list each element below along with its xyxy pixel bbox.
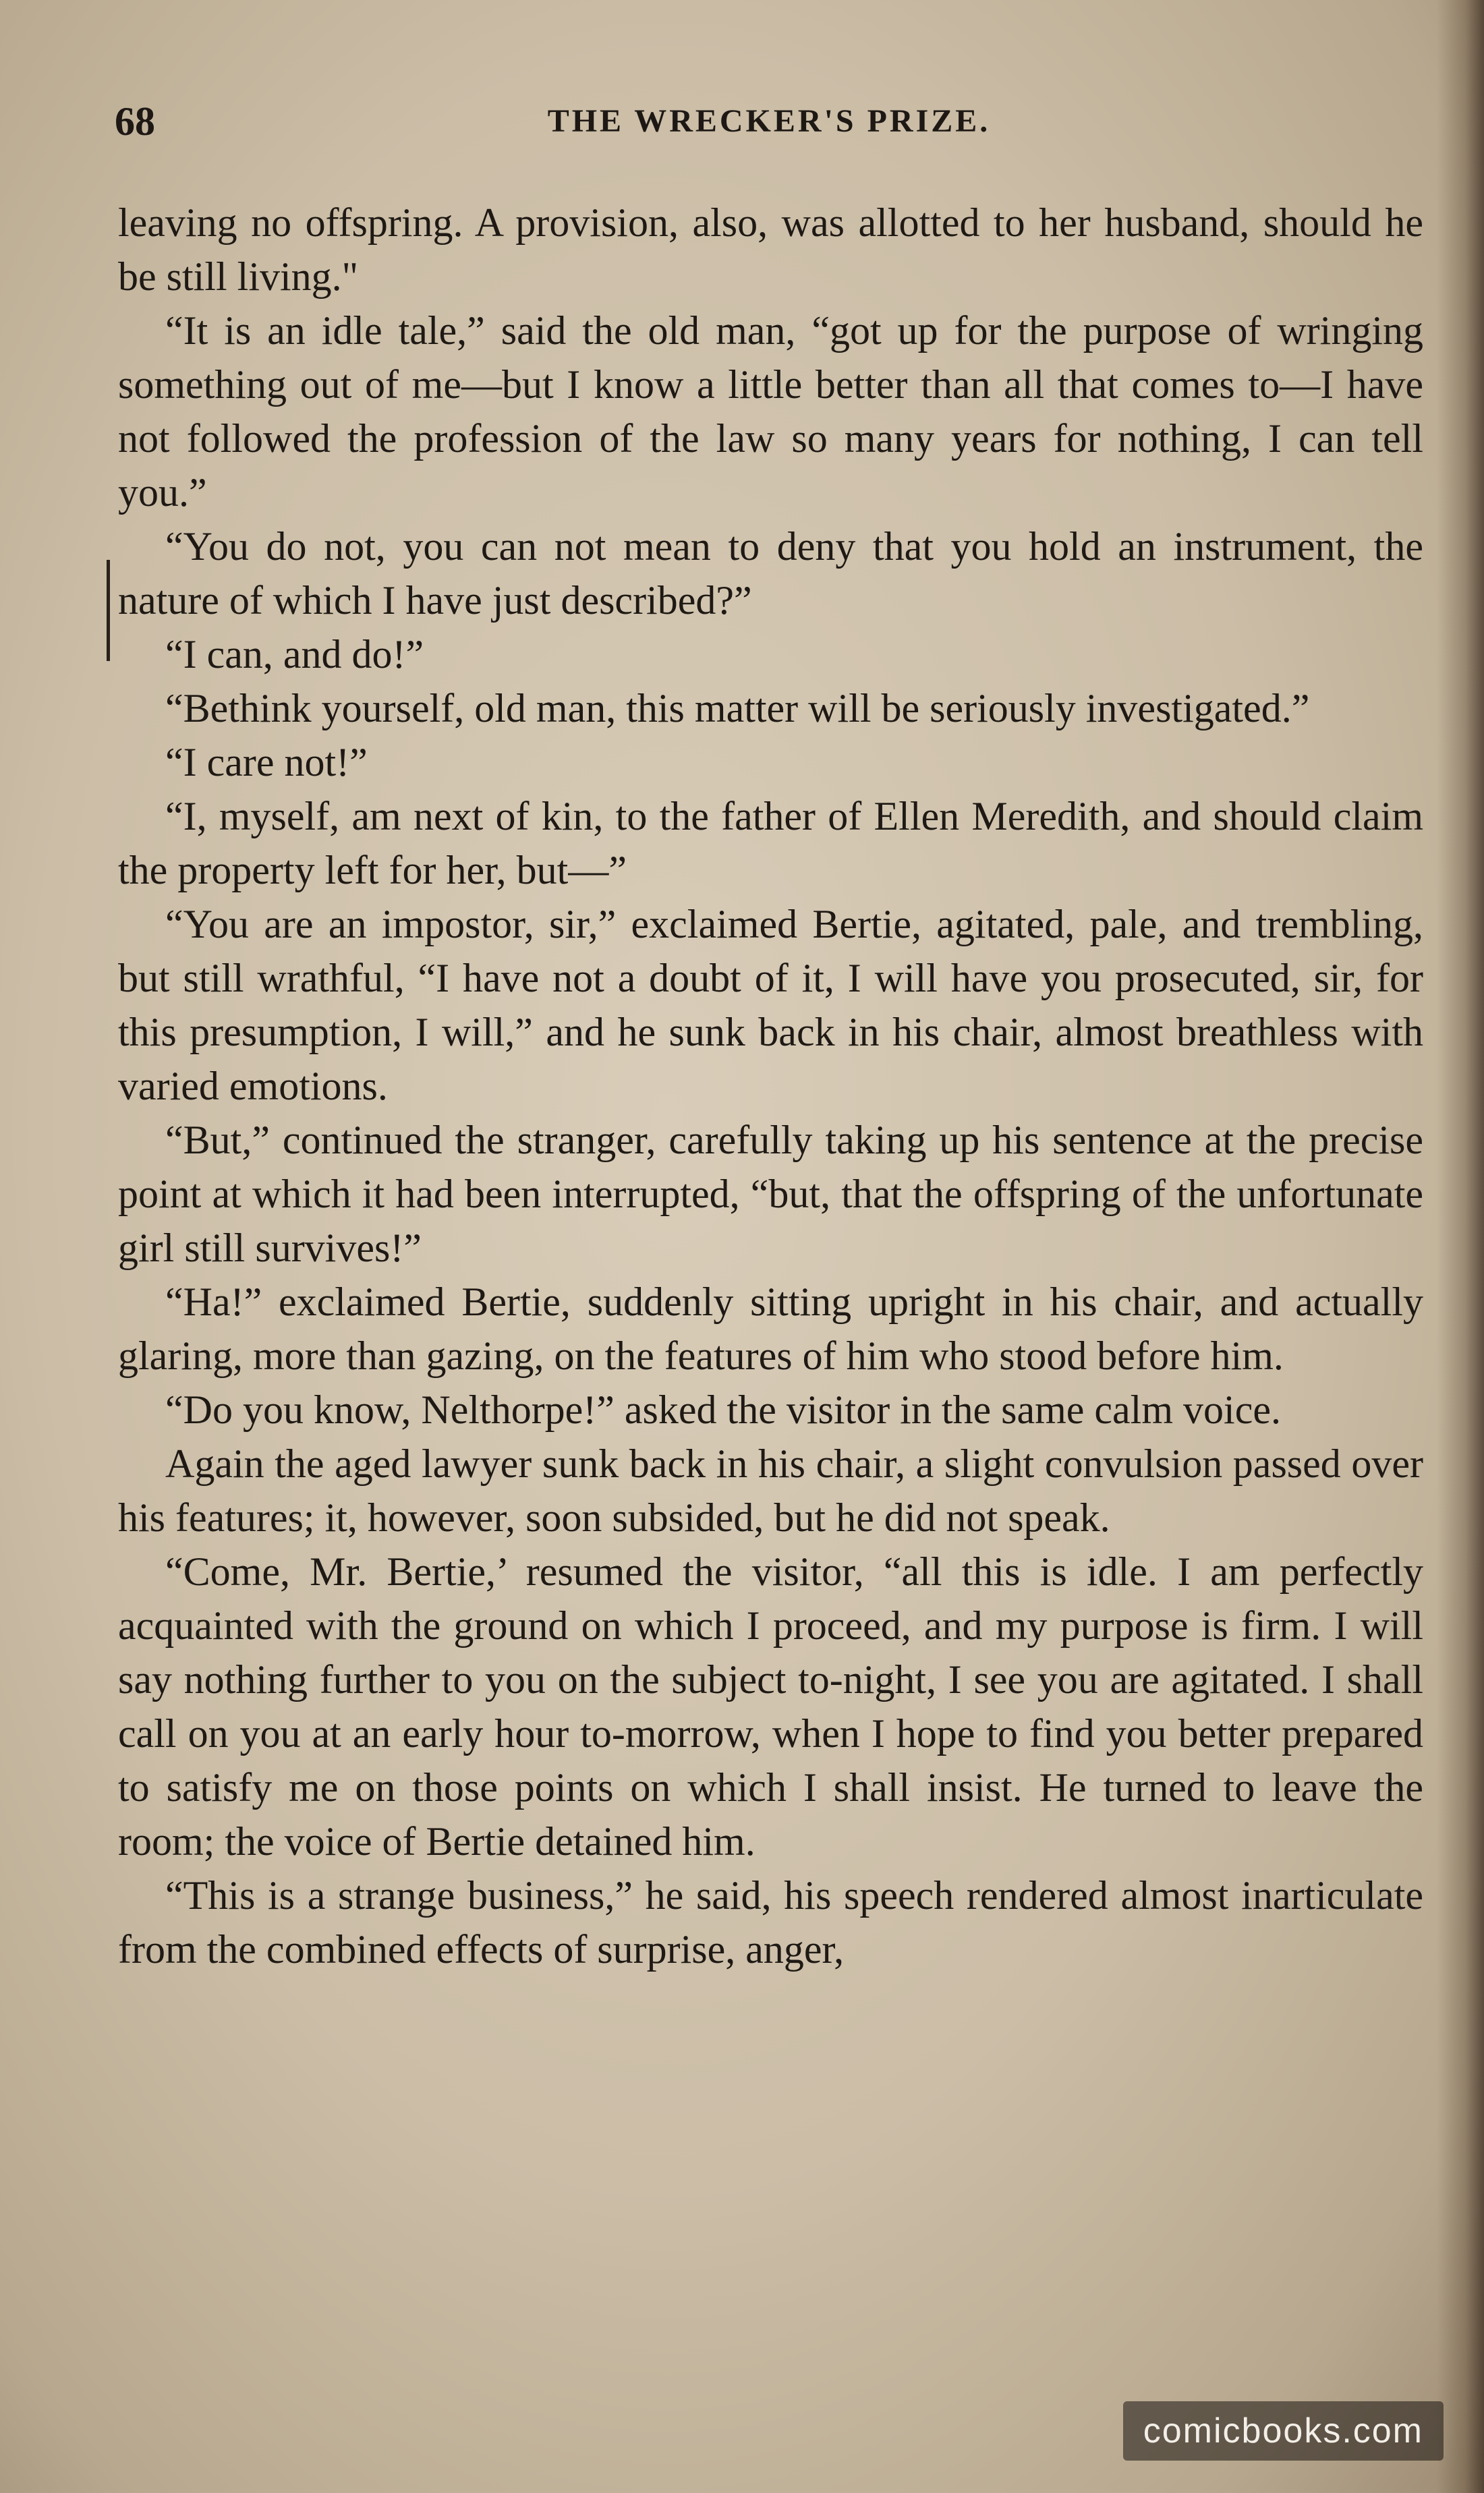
paragraph: “I can, and do!” [165, 632, 424, 677]
paragraph: “But,” continued the stranger, carefully taking up his sentence at the precise point at which it had been interrupted, “but, that the offspring of the unfortunate girl still survives!” [118, 1118, 1423, 1270]
paragraph: “Ha!” exclaimed Bertie, suddenly sitting upright in his chair, and actually glaring, more than gazing, on the features of him who stood before him. [118, 1280, 1423, 1378]
paragraph: “Come, Mr. Bertie,’ resumed the visitor, “all this is idle. I am perfectly acquainted with the ground on which I proceed, and my purpose is firm. I will say nothing further to you on the subject to-night, I see you are agitated. I shall call on you at an early hour to-morrow, when I hope to find you better prepared to satisfy me on those points on which I shall insist. He turned to leave the room; the voice of Bertie detained him. [118, 1549, 1423, 1864]
margin-pencil-mark [107, 560, 110, 661]
paragraph: “It is an idle tale,” said the old man, “got up for the purpose of wringing something out of me—but I know a little better than all that comes to—I have not followed the profession of the law so many years for nothing, I can tell you.” [118, 308, 1423, 515]
paragraph: “Bethink yourself, old man, this matter will be seriously investigated.” [165, 686, 1310, 730]
watermark: comicbooks.com [1123, 2401, 1444, 2461]
paragraph: “I, myself, am next of kin, to the father of Ellen Meredith, and should claim the property left for her, but—” [118, 794, 1423, 892]
paragraph: leaving no offspring. A provision, also, was allotted to her husband, should he be still living." [118, 200, 1423, 299]
paragraph: “I care not!” [165, 740, 368, 784]
running-title: THE WRECKER'S PRIZE. [547, 103, 991, 139]
paragraph: “Do you know, Nelthorpe!” asked the visitor in the same calm voice. [165, 1387, 1281, 1432]
page-edge-shadow [1437, 0, 1484, 2493]
paragraph: “This is a strange business,” he said, his speech rendered almost inarticulate from the combined effects of surprise, anger, [118, 1873, 1423, 1972]
page-header [115, 94, 1423, 148]
paragraph: Again the aged lawyer sunk back in his chair, a slight convulsion passed over his features; it, however, soon subsided, but he did not speak. [118, 1441, 1423, 1540]
body-text [118, 196, 1423, 1976]
paragraph: “You are an impostor, sir,” exclaimed Bertie, agitated, pale, and trembling, but still wrathful, “I have not a doubt of it, I will have you prosecuted, sir, for this presumption, I will,” and he sunk back in his chair, almost breathless with varied emotions. [118, 902, 1423, 1108]
page-number: 68 [115, 99, 155, 144]
paragraph: “You do not, you can not mean to deny that you hold an instrument, the nature of which I have just described?” [118, 524, 1423, 623]
